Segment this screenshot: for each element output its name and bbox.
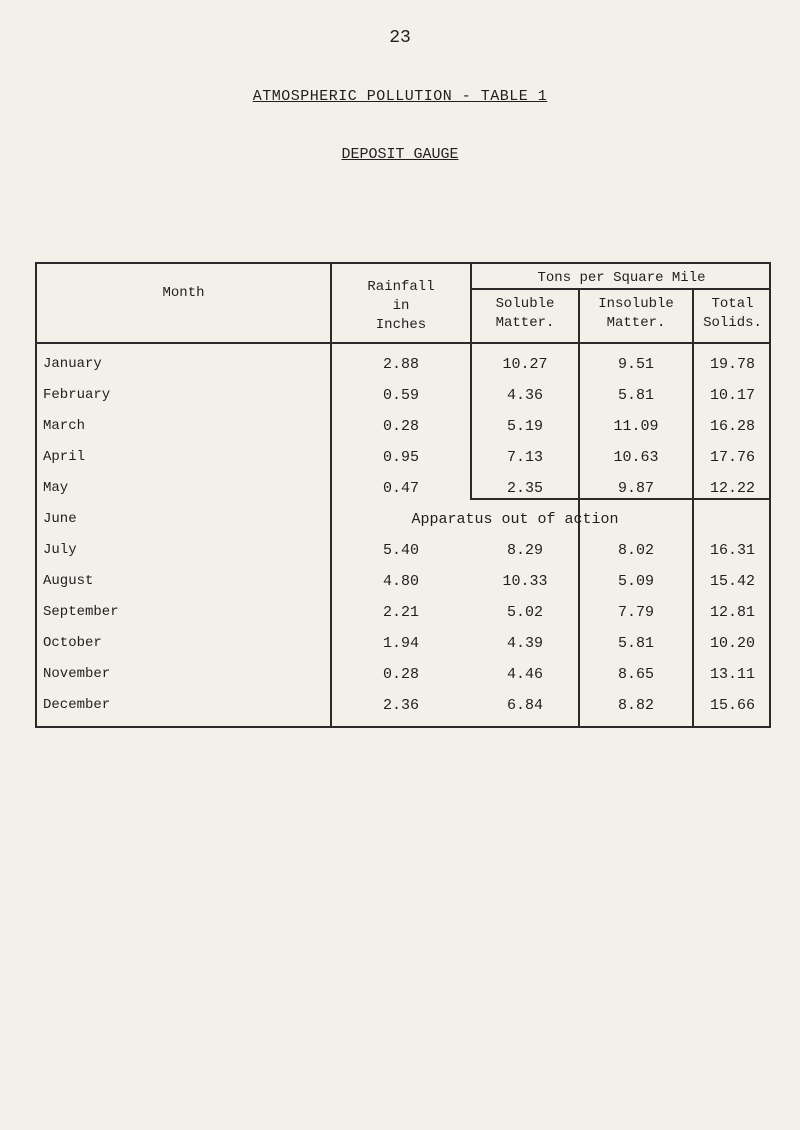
insoluble-cell: 8.82 — [617, 697, 654, 714]
total-cell: 19.78 — [709, 356, 755, 373]
rainfall-cell: 1.94 — [382, 635, 419, 652]
rainfall-cell: 0.28 — [382, 666, 419, 683]
month-cell: October — [43, 635, 102, 651]
table-divider-soluble-insoluble — [578, 288, 580, 728]
month-cell: September — [43, 604, 119, 620]
rainfall-cell: 5.40 — [382, 542, 419, 559]
insoluble-cell: 5.81 — [617, 635, 654, 652]
soluble-cell: 5.19 — [506, 418, 543, 435]
soluble-cell: 10.27 — [502, 356, 548, 373]
month-cell: July — [43, 542, 77, 558]
soluble-cell: 2.35 — [506, 480, 543, 497]
soluble-matter-header: Soluble Matter. — [495, 296, 555, 331]
soluble-cell: 10.33 — [502, 573, 548, 590]
total-cell: 16.28 — [709, 418, 755, 435]
soluble-cell: 4.36 — [506, 387, 543, 404]
table-divider-insoluble-total — [692, 288, 694, 728]
table-divider-june-row — [470, 498, 771, 500]
rainfall-cell: 0.95 — [382, 449, 419, 466]
month-cell: June — [43, 511, 77, 527]
rainfall-cell: 0.47 — [382, 480, 419, 497]
rainfall-header: Rainfall in Inches — [367, 279, 435, 333]
rainfall-cell: 2.88 — [382, 356, 419, 373]
total-cell: 16.31 — [709, 542, 755, 559]
insoluble-cell: 7.79 — [617, 604, 654, 621]
total-cell: 10.20 — [709, 635, 755, 652]
page-title: ATMOSPHERIC POLLUTION - TABLE 1 — [252, 88, 548, 105]
insoluble-cell: 9.87 — [617, 480, 654, 497]
month-header: Month — [162, 285, 205, 301]
total-cell: 15.42 — [709, 573, 755, 590]
month-cell: February — [43, 387, 111, 403]
insoluble-cell: 5.81 — [617, 387, 654, 404]
soluble-cell: 6.84 — [506, 697, 543, 714]
insoluble-cell: 9.51 — [617, 356, 654, 373]
apparatus-note: Apparatus out of action — [411, 511, 619, 528]
rainfall-cell: 4.80 — [382, 573, 419, 590]
total-cell: 15.66 — [709, 697, 755, 714]
insoluble-cell: 8.65 — [617, 666, 654, 683]
insoluble-cell: 5.09 — [617, 573, 654, 590]
total-cell: 13.11 — [709, 666, 755, 683]
rainfall-cell: 0.59 — [382, 387, 419, 404]
deposit-gauge-table — [35, 262, 771, 728]
rainfall-cell: 2.36 — [382, 697, 419, 714]
rainfall-cell: 2.21 — [382, 604, 419, 621]
month-cell: May — [43, 480, 69, 496]
month-cell: March — [43, 418, 86, 434]
page-number: 23 — [389, 28, 411, 48]
month-cell: January — [43, 356, 102, 372]
page-subtitle: DEPOSIT GAUGE — [341, 146, 459, 163]
insoluble-cell: 8.02 — [617, 542, 654, 559]
month-cell: December — [43, 697, 111, 713]
soluble-cell: 4.39 — [506, 635, 543, 652]
month-cell: November — [43, 666, 111, 682]
total-cell: 10.17 — [709, 387, 755, 404]
tons-per-square-mile-header: Tons per Square Mile — [537, 270, 706, 286]
month-cell: August — [43, 573, 94, 589]
total-solids-header: Total Solids. — [703, 296, 762, 331]
month-cell: April — [43, 449, 86, 465]
soluble-cell: 5.02 — [506, 604, 543, 621]
total-cell: 17.76 — [709, 449, 755, 466]
table-header-bottom-border — [37, 342, 771, 344]
insoluble-matter-header: Insoluble Matter. — [598, 296, 674, 331]
soluble-cell: 8.29 — [506, 542, 543, 559]
soluble-cell: 4.46 — [506, 666, 543, 683]
total-cell: 12.22 — [709, 480, 755, 497]
total-cell: 12.81 — [709, 604, 755, 621]
insoluble-cell: 11.09 — [613, 418, 659, 435]
rainfall-cell: 0.28 — [382, 418, 419, 435]
table-divider-tons-subheader — [470, 288, 771, 290]
insoluble-cell: 10.63 — [613, 449, 659, 466]
soluble-cell: 7.13 — [506, 449, 543, 466]
